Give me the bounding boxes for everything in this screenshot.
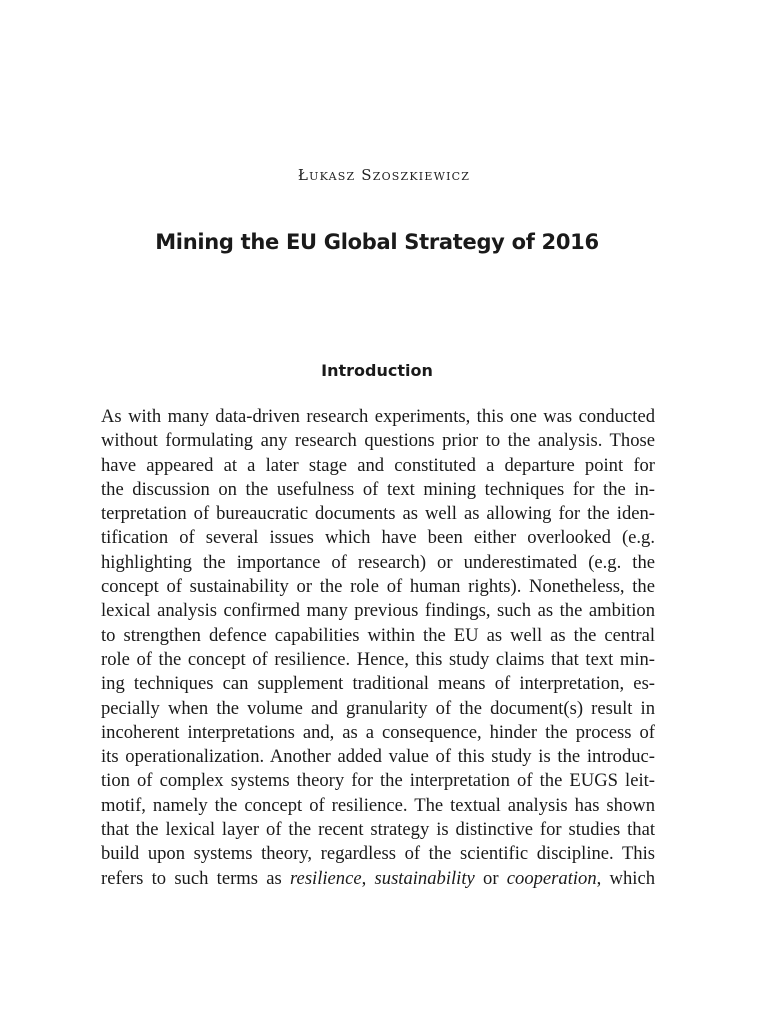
- author-name: Łukasz Szoszkiewicz: [297, 166, 471, 184]
- paragraph-line: As with many data-driven research experiments, this one was conducted: [101, 406, 655, 427]
- paragraph-line: without formulating any research questions prior to the analysis. Those: [101, 430, 655, 452]
- paragraph-line: build upon systems theory, regardless of the scientific discipline. This: [101, 843, 655, 865]
- paragraph-line-last: [101, 867, 655, 891]
- italic-term-cooperation: cooperation: [506, 867, 597, 889]
- paragraph-line: ing techniques can supplement traditional means of interpretation, es-: [101, 673, 655, 695]
- paragraph-line: role of the concept of resilience. Hence, this study claims that text min-: [101, 648, 655, 670]
- paragraph-line: have appeared at a later stage and constituted a departure point for: [101, 454, 655, 476]
- last-line-sep: or: [474, 867, 507, 889]
- italic-term-resilience: resilience: [290, 867, 362, 889]
- paragraph-line: the discussion on the usefulness of text mining techniques for the in-: [101, 478, 655, 500]
- section-heading-introduction: Introduction: [321, 361, 433, 380]
- italic-term-sustainability: sustainability: [374, 867, 475, 889]
- paragraph-line: its operationalization. Another added value of this study is the introduc-: [101, 746, 655, 768]
- paragraph-line: tification of several issues which have been either overlooked (e.g.: [101, 527, 655, 549]
- paragraph-line: lexical analysis confirmed many previous findings, such as the ambition: [101, 600, 655, 622]
- body-paragraph: [101, 405, 655, 891]
- paragraph-line: incoherent interpretations and, as a consequence, hinder the process of: [101, 721, 655, 743]
- paragraph-line: that the lexical layer of the recent strategy is distinctive for studies that: [101, 819, 655, 841]
- paragraph-line: motif, namely the concept of resilience. The textual analysis has shown: [101, 794, 655, 816]
- paragraph-line: highlighting the importance of research) or underestimated (e.g. the: [101, 551, 655, 573]
- paragraph-line: concept of sustainability or the role of human rights). Nonetheless, the: [101, 576, 655, 598]
- paragraph-line: pecially when the volume and granularity of the document(s) result in: [101, 697, 655, 719]
- last-line-sep: ,: [361, 867, 375, 889]
- paragraph-line: tion of complex systems theory for the interpretation of the EUGS leit-: [101, 770, 655, 792]
- last-line-pre: refers to such terms as: [101, 867, 291, 889]
- chapter-title: Mining the EU Global Strategy of 2016: [155, 230, 599, 254]
- paragraph-line: terpretation of bureaucratic documents as well as allowing for the iden-: [101, 503, 655, 525]
- paragraph-line: to strengthen defence capabilities within the EU as well as the central: [101, 624, 655, 646]
- last-line-post: , which: [596, 867, 655, 889]
